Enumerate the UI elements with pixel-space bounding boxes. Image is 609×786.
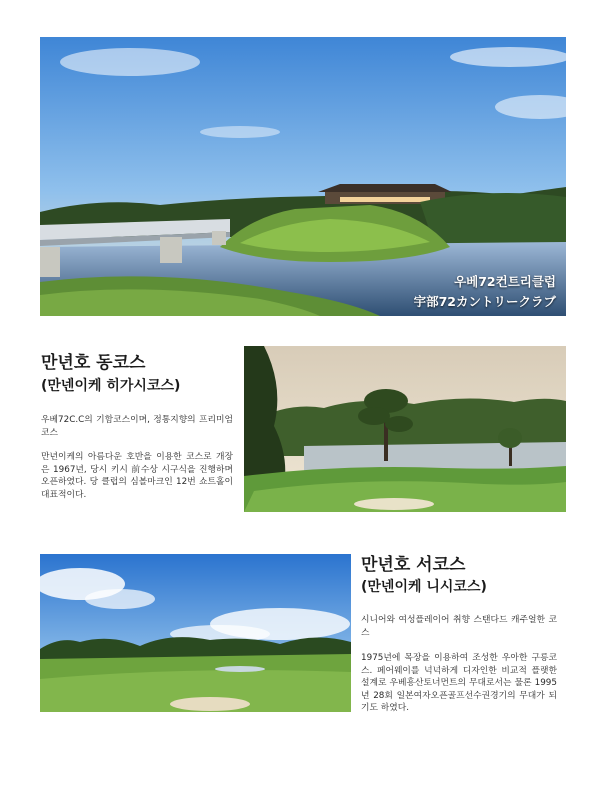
east-course-title: 만년호 동코스 — [41, 353, 146, 373]
west-course-subtitle: (만넨이케 니시코스) — [361, 579, 487, 595]
east-course-description: 만년이케의 아름다운 호반을 이용한 코스로 개장은 1967년, 당시 키시 前수상 시구식을 진행하며 오픈하였다. 당 클럽의 심볼마크인 12번 쇼트홀이 대표적이다. — [41, 452, 233, 500]
east-course-subtitle: (만넨이케 히가시코스) — [41, 378, 181, 394]
west-course-description: 1975년에 목장을 이용하여 조성한 우아한 구릉코스. 페어웨이를 넉넉하게 디자인한 비교적 플랫한 설계로 우베흥산토너먼트의 무대로서는 물론 1995년 28회 일본여자오픈골프선수권경기의 무대가 되기도 하였다. — [361, 653, 557, 713]
hero-caption-korean: 우베72컨트리클럽 — [454, 274, 556, 289]
west-course-title: 만년호 서코스 — [361, 555, 466, 575]
east-course-tagline: 우베72C.C의 기함코스이며, 정통지향의 프리미엄코스 — [41, 415, 233, 438]
blue-sky-fairway-image — [40, 554, 351, 712]
west-course-tagline: 시니어와 여성플레이어 취향 스탠다드 캐주얼한 코스 — [361, 615, 557, 638]
west-course-photo — [40, 554, 351, 712]
hero-photo — [40, 37, 566, 316]
east-course-photo — [244, 346, 566, 512]
lakeside-fairway-image — [244, 346, 566, 512]
hero-caption-japanese: 宇部72カントリークラブ — [413, 294, 556, 309]
